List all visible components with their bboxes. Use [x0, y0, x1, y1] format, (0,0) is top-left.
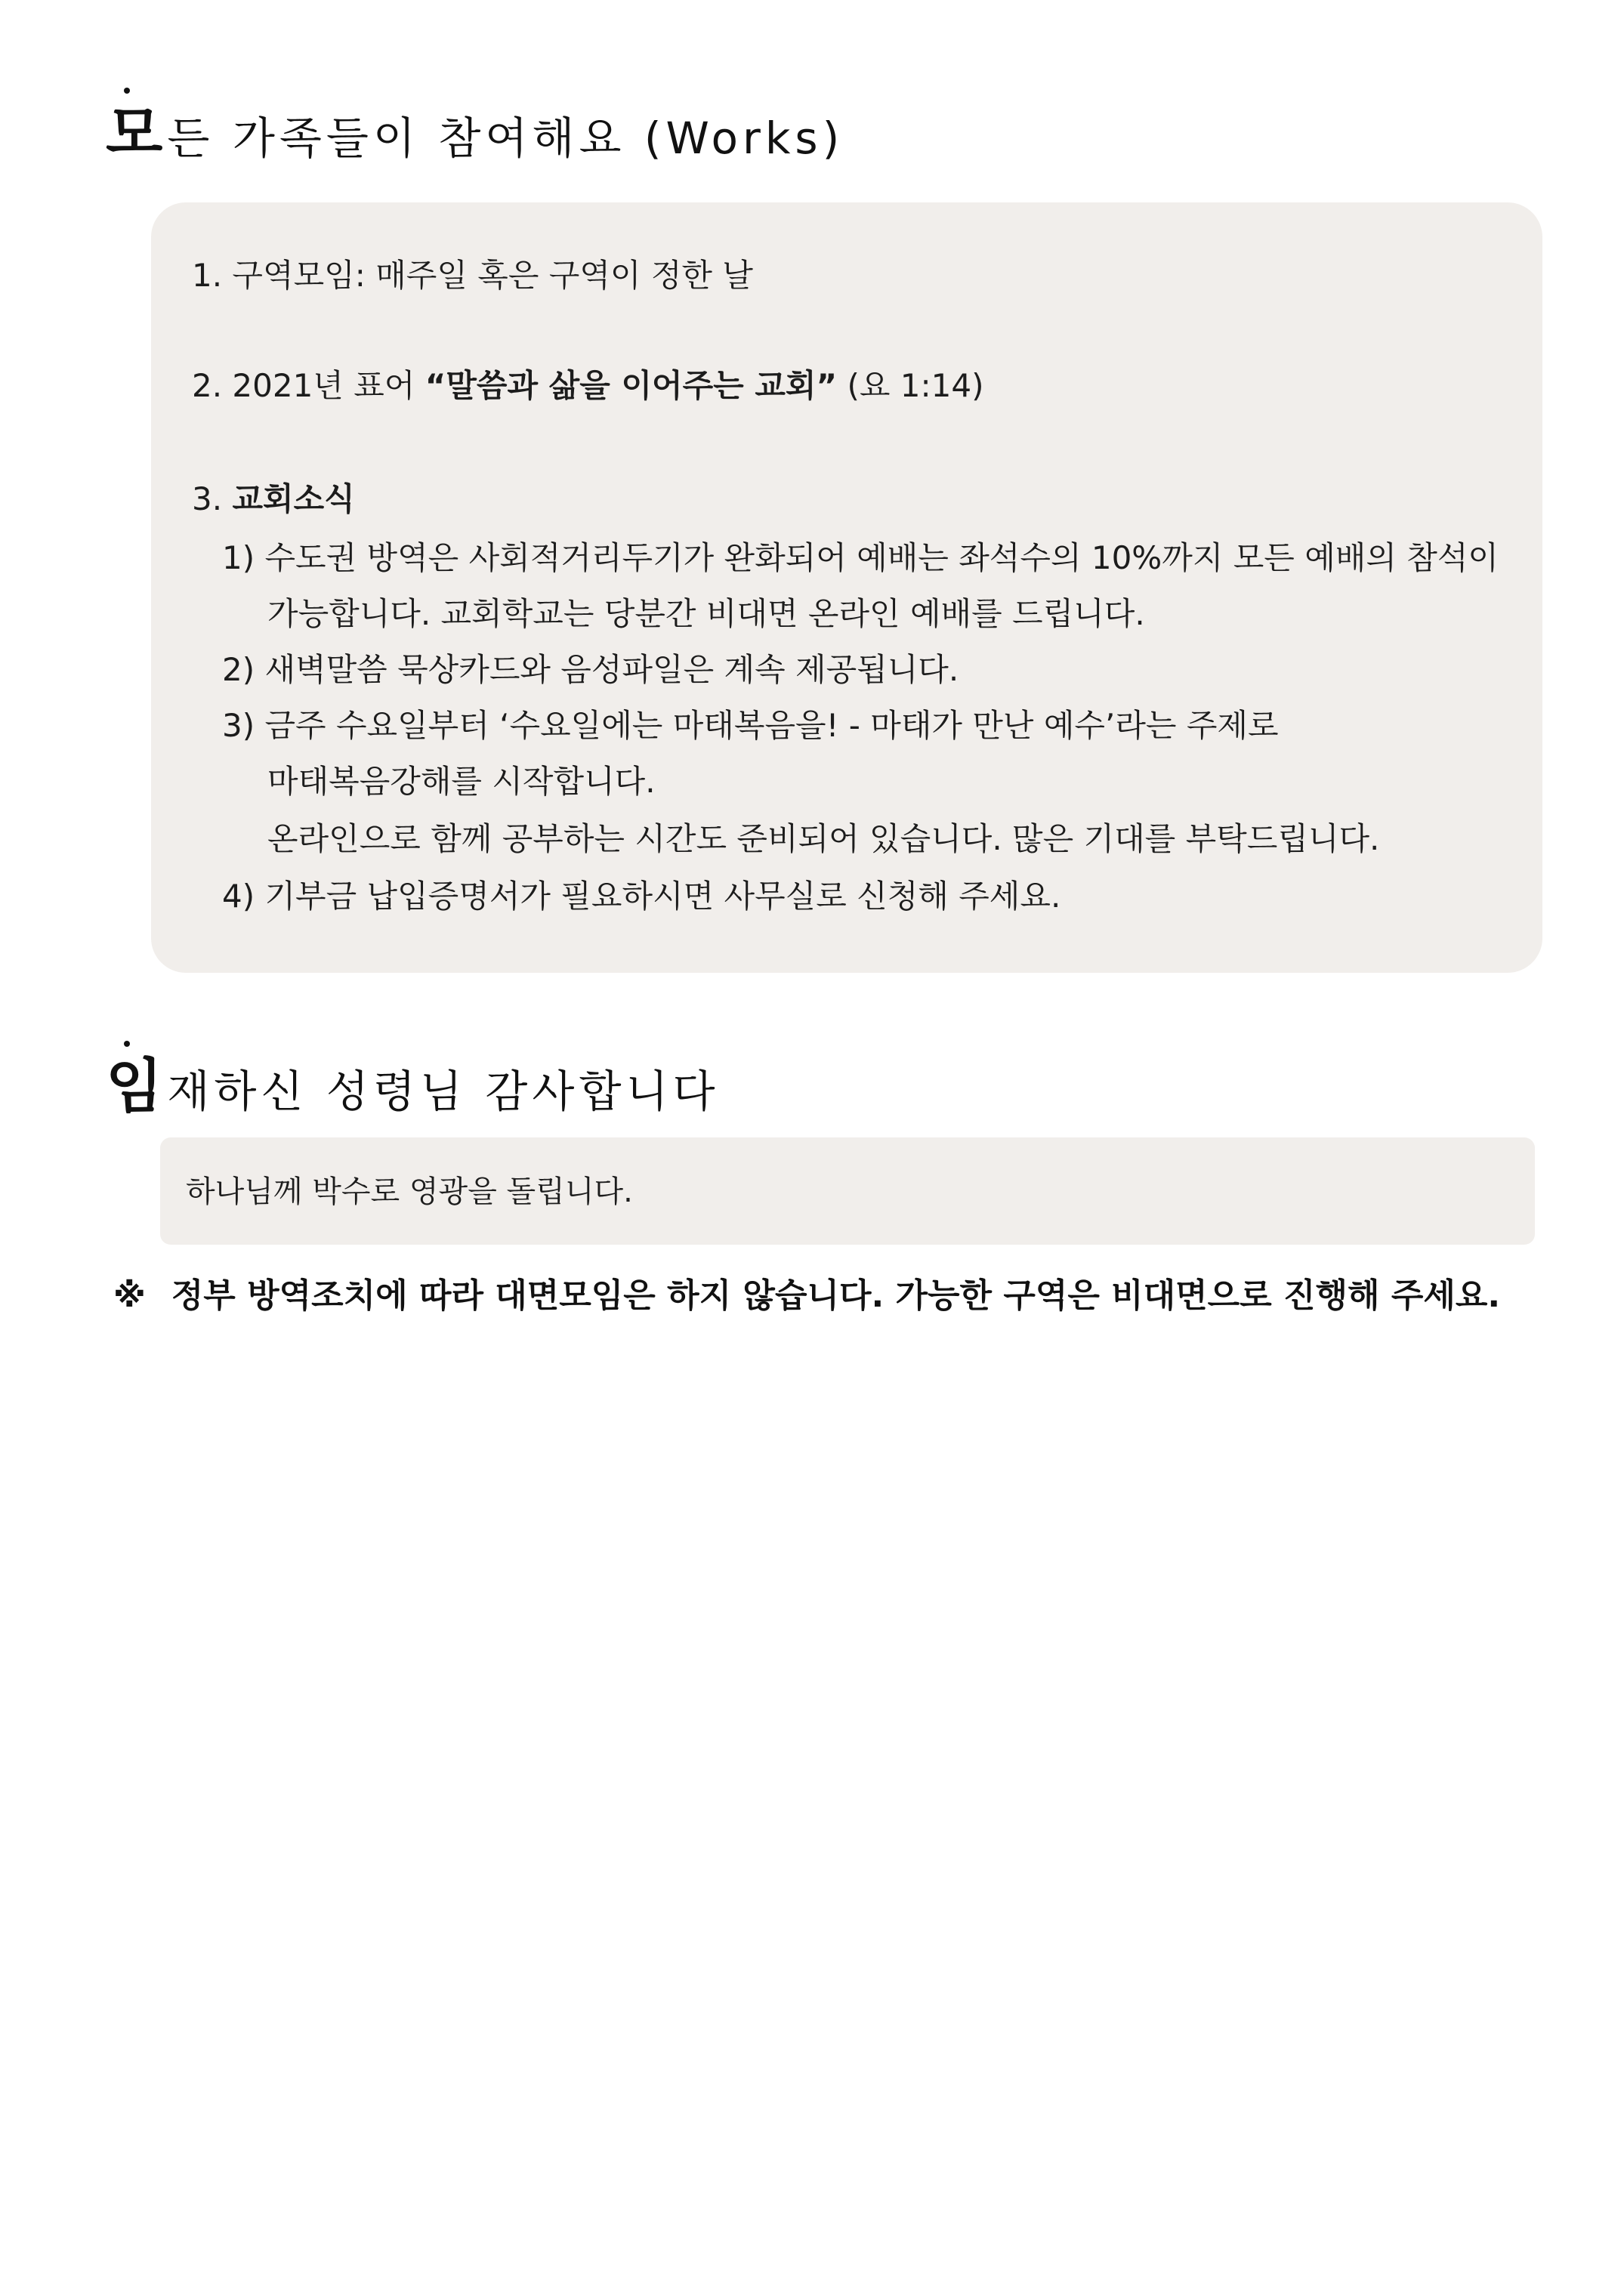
church-news-3-line-2: 마태복음강해를 시작합니다.: [267, 763, 656, 800]
church-news-4: 4) 기부금 납입증명서가 필요하시면 사무실로 신청해 주세요.: [222, 878, 1061, 915]
works-item-1: 1. 구역모임: 매주일 혹은 구역이 정한 날: [192, 257, 753, 294]
notice: [113, 1276, 1501, 1315]
church-news-3-line-3: 온라인으로 함께 공부하는 시간도 준비되어 있습니다. 많은 기대를 부탁드립니다.: [267, 820, 1380, 857]
church-news-1-line-2: 가능합니다. 교회학교는 당분간 비대면 온라인 예배를 드립니다.: [267, 595, 1145, 632]
works-title-rest: 든 가족들이 참여해요 (Works): [167, 113, 844, 164]
church-news-3-line-1: 3) 금주 수요일부터 ‘수요일에는 마태복음을! - 마태가 만난 예수’라는 주제로: [222, 707, 1279, 744]
reference-mark-icon: ※: [113, 1276, 146, 1315]
church-news-2: 2) 새벽말씀 묵상카드와 음성파일은 계속 제공됩니다.: [222, 651, 959, 688]
works-item-2-prefix: 2. 2021년 표어: [192, 367, 425, 404]
notice-text: 정부 방역조치에 따라 대면모임은 하지 않습니다. 가능한 구역은 비대면으로 진행해 주세요.: [171, 1276, 1501, 1315]
thanks-section-title: [106, 1053, 720, 1121]
works-section-title: [106, 100, 844, 168]
works-item-3: [192, 480, 355, 517]
thanks-title-first-char: 임: [106, 1053, 163, 1121]
works-item-2: [192, 367, 984, 404]
works-item-3-title: 교회소식: [232, 480, 355, 517]
church-news-1-line-1: 1) 수도권 방역은 사회적거리두기가 완화되어 예배는 좌석수의 10%까지 모든 예배의 참석이: [222, 539, 1499, 576]
works-item-3-num: 3.: [192, 480, 233, 517]
works-item-2-suffix: (요 1:14): [837, 367, 984, 404]
thanks-title-rest: 재하신 성령님 감사합니다: [167, 1066, 720, 1117]
works-item-2-motto: “말씀과 삶을 이어주는 교회”: [425, 367, 838, 404]
works-content-box: [151, 202, 1542, 973]
works-title-first-char: 모: [106, 100, 163, 168]
thanks-text: 하나님께 박수로 영광을 돌립니다.: [186, 1174, 633, 1209]
